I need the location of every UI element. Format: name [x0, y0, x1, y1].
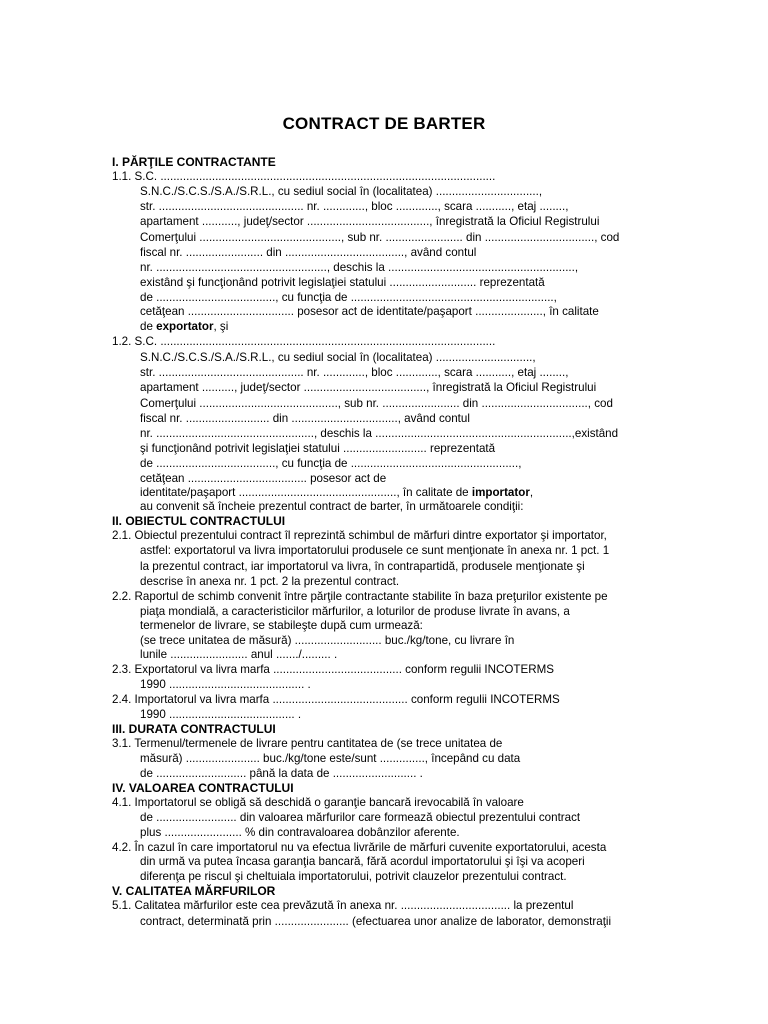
clause-2-line: astfel: exportatorul va livra importatorului produsele ce sunt menţionate în anexa nr. 1 pct. 1: [140, 544, 610, 557]
clause-2-line: 1990 ....................................... .: [140, 708, 302, 721]
clause-4-line: de ......................... din valoarea mărfurilor care formează obiectul prezentului contract: [140, 811, 581, 824]
clause-1-1-line: apartament ..........., judeţ/sector ......................................, înregistrată la Oficiul Registrului: [140, 215, 600, 228]
clause-1-2-line: de ....................................., cu funcţia de ....................................................,: [140, 457, 522, 470]
section-heading-valoare: IV. VALOAREA CONTRACTULUI: [112, 781, 294, 795]
clause-1-1-line: str. ............................................. nr. ............., bloc ............., scara ..........., etaj ........,: [140, 200, 569, 213]
text-run: , şi: [213, 320, 229, 333]
clause-1-2-line: fiscal nr. .......................... din ................................., având contul: [140, 412, 470, 425]
clause-1-1-line: S.N.C./S.C.S./S.A./S.R.L., cu sediul social în (localitatea) ................................,: [140, 185, 543, 198]
clause-2-line: 2.3. Exportatorul va livra marfa ........................................ conform regulii INCOTERMS: [112, 663, 554, 676]
section-heading-obiect: II. OBIECTUL CONTRACTULUI: [112, 514, 286, 528]
clause-1-2-line: Comerţului ..........................................., sub nr. ........................ din ................................., cod: [140, 397, 613, 410]
document-title: CONTRACT DE BARTER: [282, 114, 486, 133]
clause-1-2-line: [140, 486, 533, 500]
clause-5-line: 5.1. Calitatea mărfurilor este cea prevăzută în anexa nr. .................................. la prezentul: [112, 899, 574, 912]
text-run: de: [140, 320, 157, 333]
clause-4-line: 4.1. Importatorul se obligă să deschidă o garanţie bancară irevocabilă în valoare: [112, 796, 524, 809]
clause-1-2-line: S.N.C./S.C.S./S.A./S.R.L., cu sediul social în (localitatea) ..............................,: [140, 351, 536, 364]
clause-1-2-line: nr. ................................................., deschis la .............................................................,existând: [140, 427, 619, 440]
text-run: identitate/paşaport ................................................., în calitate de: [140, 486, 472, 499]
clause-1-1-line: Comerţului ............................................, sub nr. ........................ din .................................., cod: [140, 231, 620, 244]
role-importator: importator: [471, 486, 530, 499]
clause-1-2-line: str. ............................................. nr. ............., bloc ............., scara ..........., etaj ........,: [140, 366, 569, 379]
clause-2-line: piaţa mondială, a caracteristicilor mărfurilor, a loturilor de produse livrate în avans, a: [140, 605, 570, 618]
clause-2-line: (se trece unitatea de măsură) ........................... buc./kg/tone, cu livrare în: [140, 634, 515, 647]
clause-2-line: termenelor de livrare, se stabileşte după cum urmează:: [140, 619, 423, 632]
clause-1-2-line: şi funcţionând potrivit legislaţiei statului .......................... reprezentată: [140, 442, 496, 455]
clause-2-line: 2.2. Raportul de schimb convenit între părţile contractante stabilite în baza preţurilor existente pe: [112, 590, 608, 603]
clause-4-line: diferenţa pe riscul şi cheltuiala importatorului, potrivit clauzelor prezentului contract.: [140, 870, 567, 883]
clause-1-1-line: fiscal nr. ........................ din ....................................., având contul: [140, 246, 477, 259]
clause-4-line: plus ........................ % din contravaloarea dobânzilor aferente.: [140, 826, 460, 839]
clause-1-1-line: [140, 320, 228, 334]
clause-1-1-line: existând şi funcţionând potrivit legislaţiei statului ........................... reprezentată: [140, 276, 545, 289]
role-exportator: exportator: [156, 320, 214, 333]
clause-2-line: 1990 .......................................... .: [140, 678, 311, 691]
text-run: ,: [529, 486, 534, 499]
clause-3-line: 3.1. Termenul/termenele de livrare pentru cantitatea de (se trece unitatea de: [112, 737, 503, 750]
clause-1-1-line: de ....................................., cu funcţia de ...............................................................,: [140, 291, 557, 304]
section-heading-parti: I. PĂRŢILE CONTRACTANTE: [112, 155, 276, 169]
clause-1-2-line: 1.2. S.C. ........................................................................................................: [112, 335, 496, 348]
clause-5-line: contract, determinată prin ....................... (efectuarea unor analize de laborator, demonstraţii: [140, 915, 612, 928]
clause-1-2-line: apartament .........., judeţ/sector ......................................, înregistrată la Oficiul Registrului: [140, 381, 597, 394]
clause-2-line: la prezentul contract, iar importatorul va livra, în contrapartidă, produsele menţionate şi: [140, 560, 585, 573]
clause-3-line: de ............................ până la data de .......................... .: [140, 767, 423, 780]
clause-2-line: 2.4. Importatorul va livra marfa .......................................... conform regulii INCOTERMS: [112, 693, 560, 706]
clause-3-line: măsură) ....................... buc./kg/tone este/sunt .............., începând cu data: [140, 752, 521, 765]
clause-2-line: lunile ........................ anul ......./......... .: [140, 648, 338, 661]
clause-4-line: din urmă va putea încasa garanţia bancară, fără acordul importatorului şi îşi va acoperi: [140, 855, 585, 868]
clause-1-2-line: cetăţean ..................................... posesor act de: [140, 472, 387, 485]
clause-4-line: 4.2. În cazul în care importatorul nu va efectua livrările de mărfuri cuvenite exportatorului, acesta: [112, 841, 607, 854]
agreement-line: au convenit să încheie prezentul contract de barter, în următoarele condiţii:: [140, 500, 524, 513]
section-heading-calitate: V. CALITATEA MĂRFURILOR: [112, 884, 276, 898]
clause-2-line: descrise în anexa nr. 1 pct. 2 la prezentul contract.: [140, 575, 400, 588]
clause-1-1-line: cetăţean ................................. posesor act de identitate/paşaport ....................., în calitate: [140, 305, 599, 318]
clause-1-1-line: 1.1. S.C. ........................................................................................................: [112, 170, 496, 183]
clause-1-1-line: nr. ....................................................., deschis la ..........................................................,: [140, 261, 579, 274]
section-heading-durata: III. DURATA CONTRACTULUI: [112, 722, 276, 736]
clause-2-line: 2.1. Obiectul prezentului contract îl reprezintă schimbul de mărfuri dintre exportator şi importator,: [112, 529, 607, 542]
